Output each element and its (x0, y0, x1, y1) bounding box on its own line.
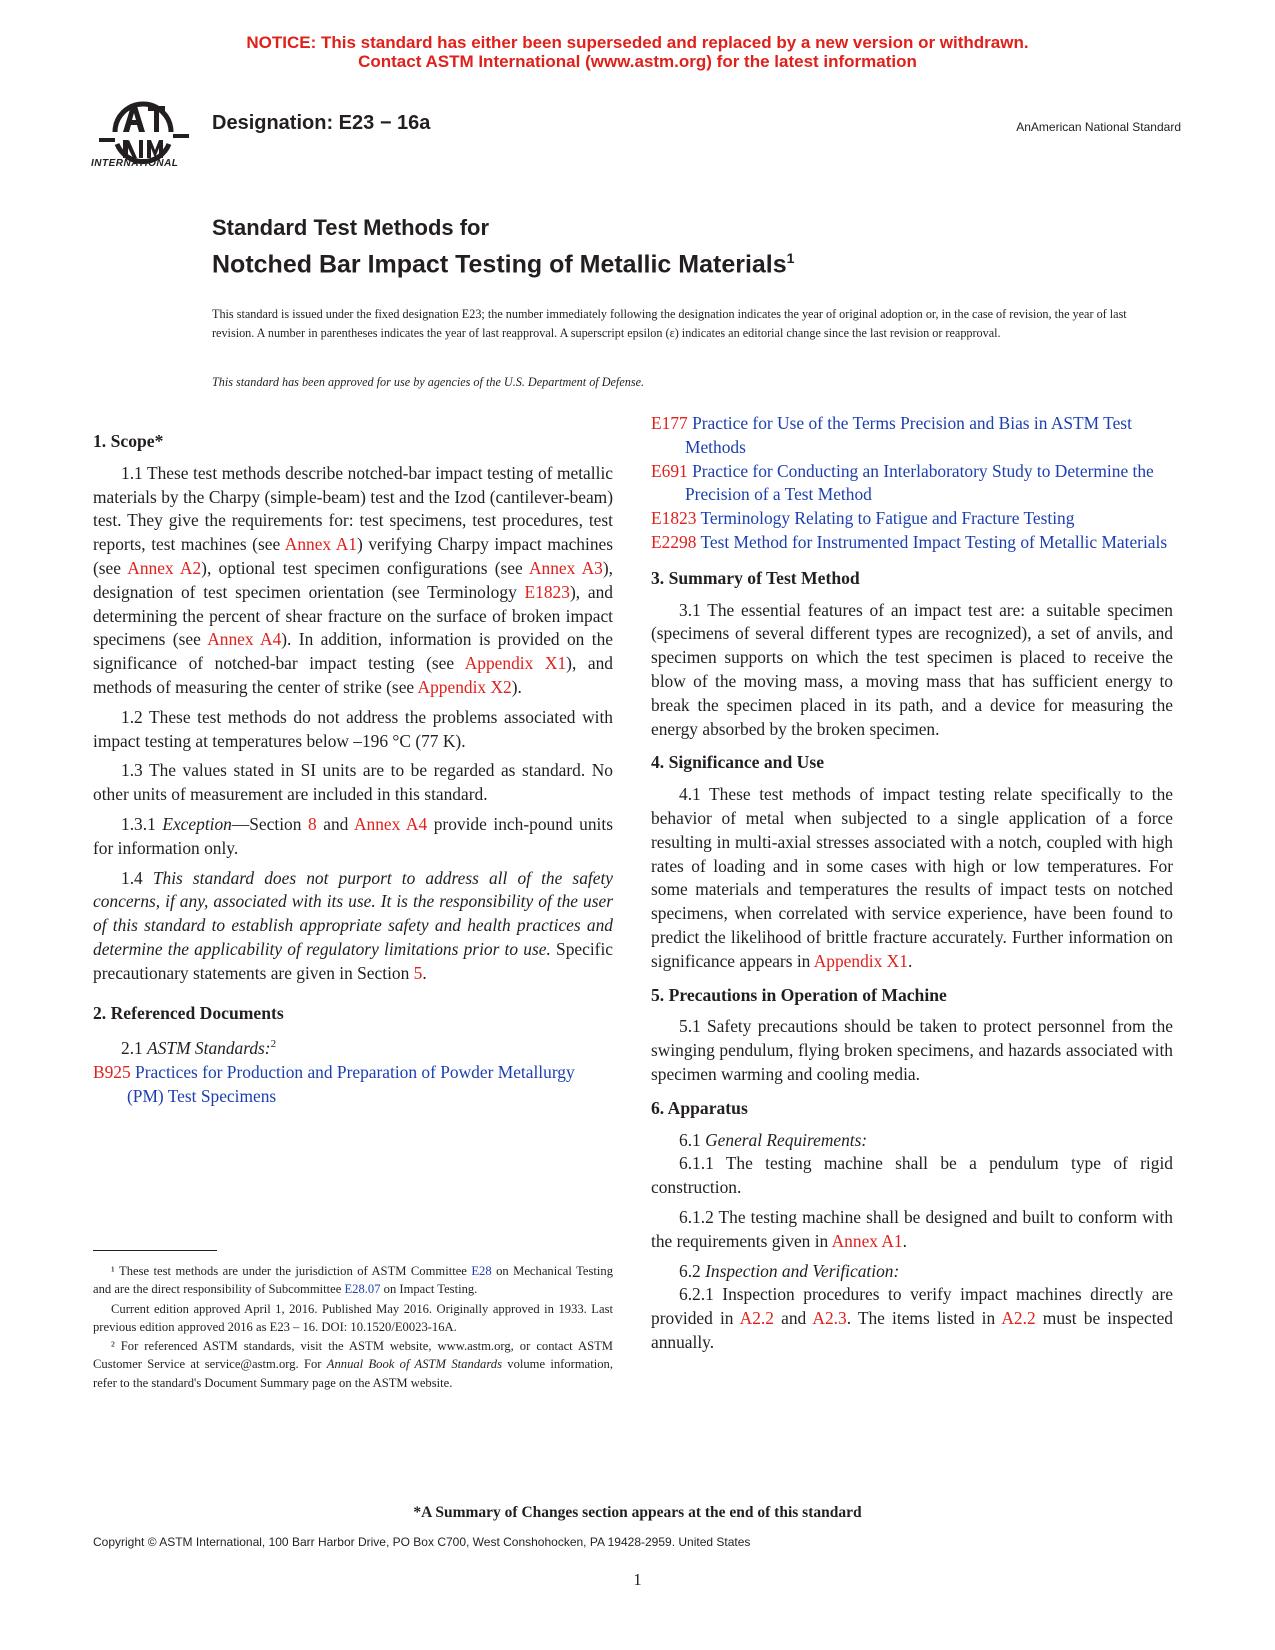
reference-e691[interactable]: E691 Practice for Conducting an Interlaboratory Study to Determine the Precision of a Test Method (651, 460, 1154, 505)
section-heading-referenced-documents: 2. Referenced Documents (93, 1002, 284, 1023)
title-footnote-mark: 1 (786, 250, 795, 266)
section-heading-scope: 1. Scope* (93, 431, 164, 451)
para-1-1: 1.1 These test methods describe notched-bar impact testing of metallic materials by the Charpy (simple-beam) test and the Izod (cantilever-beam) test. They give the requirements for: test specimens, test procedures, test reports, test machines (see Annex A1) verifying Charpy impact machines (see Annex A2), optional test specimen configurations (see Annex A3), designation of test specimen orientation (see Terminology E1823), and determining the percent of shear fracture on the surface of broken impact specimens (see Annex A4). In addition, information is provided on the significance of notched-bar impact testing (see Appendix X1), and methods of measuring the center of strike (see Appendix X2). (93, 462, 613, 697)
link-e1823[interactable]: E1823 (524, 581, 570, 602)
section-heading-significance: 4. Significance and Use (651, 752, 825, 773)
notice-line-2: Contact ASTM International (www.astm.org) for the latest information (358, 52, 917, 71)
link-e28[interactable]: E28 (471, 1264, 492, 1278)
para-3-1: 3.1 The essential features of an impact test are: a suitable specimen (specimens of several different types are recognized), a set of anvils, and specimen supports on which the test specimen is placed to receive the blow of the moving mass, a moving mass that has sufficient energy to break the specimen placed in its path, and a device for measuring the energy absorbed by the broken specimen. (651, 599, 1173, 739)
page-number: 1 (633, 1570, 642, 1589)
para-1-4: 1.4 This standard does not purport to address all of the safety concerns, if any, associated with its use. It is the responsibility of the user of this standard to establish appropriate safety and health practices and determine the applicability of regulatory limitations prior to use. Specific precautionary statements are given in Section 5. (93, 867, 614, 983)
dod-approval-statement: This standard has been approved for use by agencies of the U.S. Department of Defense. (212, 375, 645, 389)
reference-e2298[interactable]: E2298 Test Method for Instrumented Impact Testing of Metallic Materials (651, 531, 1168, 552)
footnote-divider (93, 1250, 217, 1251)
link-annex-a2[interactable]: Annex A2 (127, 557, 202, 578)
issuance-statement: This standard is issued under the fixed designation E23; the number immediately following the designation indicates the year of original adoption or, in the case of revision, the year of last revision. A number in parentheses indicates the year of last reapproval. A superscript epsilon (ε) indicates an editorial change since the last revision or reapproval. (212, 307, 1127, 340)
link-appendix-x1[interactable]: Appendix X1 (813, 950, 908, 971)
footnote-2: ² For referenced ASTM standards, visit the ASTM website, www.astm.org, or contact ASTM Customer Service at service@astm.org. For Annual Book of ASTM Standards volume information, refer to the standard's Document Summary page on the ASTM website. (93, 1339, 613, 1390)
title-line-2 (212, 242, 794, 280)
document-title (212, 214, 794, 280)
link-annex-a3[interactable]: Annex A3 (528, 557, 603, 578)
para-2-1: 2.1 ASTM Standards:$^2$ (121, 1038, 277, 1059)
para-1-2: 1.2 These test methods do not address the problems associated with impact testing at temperatures below –196 °C (77 K). (93, 706, 613, 751)
designation: Designation: E23 − 16a (212, 112, 431, 134)
link-annex-a4[interactable]: Annex A4 (353, 813, 428, 834)
footnotes (93, 1262, 613, 1393)
reference-b925[interactable]: B925 Practices for Production and Preparation of Powder Metallurgy (PM) Test Specimens (93, 1061, 575, 1106)
link-section-5[interactable]: 5 (413, 962, 423, 983)
left-column (93, 430, 613, 1109)
link-a2-3[interactable]: A2.3 (812, 1308, 847, 1329)
reference-e1823[interactable]: E1823 Terminology Relating to Fatigue and Fracture Testing (651, 508, 1075, 529)
summary-of-changes-note: *A Summary of Changes section appears at the end of this standard (413, 1504, 862, 1521)
link-appendix-x2[interactable]: Appendix X2 (417, 676, 512, 697)
link-section-8[interactable]: 8 (307, 813, 317, 834)
link-annex-a1[interactable]: Annex A1 (831, 1230, 903, 1251)
para-1-3-1: 1.3.1 Exception—Section 8 and Annex A4 provide inch-pound units for information only. (93, 813, 613, 858)
link-a2-2[interactable]: A2.2 (1001, 1308, 1036, 1329)
link-annex-a1[interactable]: Annex A1 (284, 534, 357, 555)
para-6-1: 6.1 General Requirements: (679, 1129, 868, 1150)
section-heading-summary: 3. Summary of Test Method (651, 567, 860, 588)
footnote-1: ¹ These test methods are under the jurisdiction of ASTM Committee E28 on Mechanical Testing and are the direct responsibility of Subcommittee E28.07 on Impact Testing. (93, 1264, 614, 1297)
right-column (651, 412, 1173, 1361)
para-6-1-1: 6.1.1 The testing machine shall be a pendulum type of rigid construction. (651, 1153, 1173, 1198)
section-heading-apparatus: 6. Apparatus (651, 1097, 748, 1118)
para-5-1: 5.1 Safety precautions should be taken to protect personnel from the swinging pendulum, flying broken specimens, and hazards associated with specimen warming and cooling media. (651, 1016, 1173, 1084)
para-4-1: 4.1 These test methods of impact testing relate specifically to the behavior of metal when subjected to a single application of a force resulting in multi-axial stresses associated with a notch, coupled with high rates of loading and in some cases with high or low temperatures. For some materials and temperatures the results of impact tests on notched specimens, when correlated with service experience, have been found to predict the likelihood of brittle fracture accurately. Further information on significance appears in Appendix X1. (651, 784, 1173, 971)
link-a2-2[interactable]: A2.2 (739, 1308, 774, 1329)
footnote-1-edition: Current edition approved April 1, 2016. Published May 2016. Originally approved in 1933. Last previous edition approved 2016 as E23 – 16. DOI: 10.1520/E0023-16A. (93, 1301, 613, 1334)
link-e28-07[interactable]: E28.07 (344, 1282, 381, 1297)
para-6-2: 6.2 Inspection and Verification: (679, 1260, 900, 1281)
copyright-line: Copyright © ASTM International, 100 Barr Harbor Drive, PO Box C700, West Conshohocken, PA 19428-2959. United States (93, 1535, 751, 1549)
section-heading-precautions: 5. Precautions in Operation of Machine (651, 984, 947, 1005)
link-appendix-x1[interactable]: Appendix X1 (464, 653, 567, 674)
title-text: Notched Bar Impact Testing of Metallic Materials (212, 250, 787, 279)
para-1-3: 1.3 The values stated in SI units are to be regarded as standard. No other units of measurement are included in this standard. (93, 760, 613, 805)
para-6-1-2: 6.1.2 The testing machine shall be designed and built to conform with the requirements given in Annex A1. (651, 1206, 1173, 1251)
para-6-2-1: 6.2.1 Inspection procedures to verify impact machines directly are provided in A2.2 and A2.3. The items listed in A2.2 must be inspected annually. (651, 1284, 1173, 1352)
notice-line-1: NOTICE: This standard has either been superseded and replaced by a new version or withdrawn. (246, 33, 1029, 52)
logo-subtitle: INTERNATIONAL (91, 158, 179, 169)
reference-e177[interactable]: E177 Practice for Use of the Terms Precision and Bias in ASTM Test Methods (651, 413, 1132, 457)
national-standard-label: AnAmerican National Standard (1016, 120, 1181, 134)
astm-logo (93, 88, 197, 178)
title-line-1: Standard Test Methods for (212, 215, 490, 240)
withdrawal-notice (0, 33, 1275, 71)
link-annex-a4[interactable]: Annex A4 (207, 629, 282, 650)
